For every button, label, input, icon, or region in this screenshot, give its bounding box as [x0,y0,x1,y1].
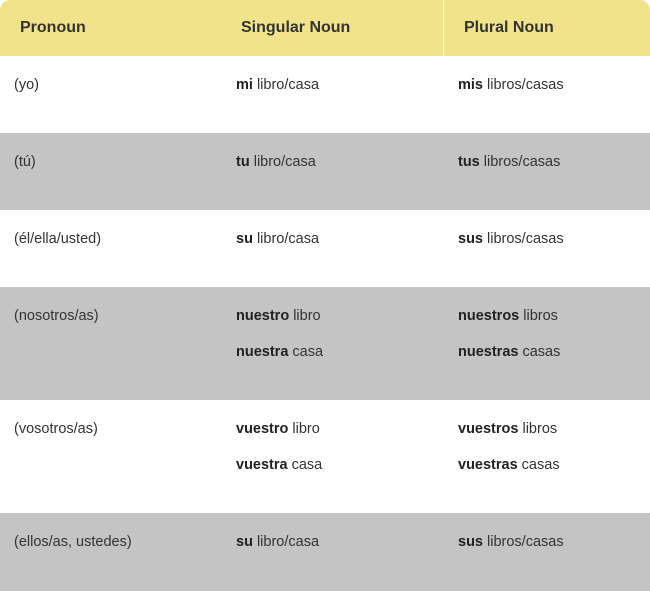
form-line [458,230,650,248]
possessive-form: vuestro [236,421,289,437]
cell-pronoun: (vosotros/as) [0,400,221,513]
table-row [0,513,650,591]
noun-text: libros/casas [483,534,564,550]
table-row [0,400,650,513]
possessive-form: su [236,534,253,550]
table-row [0,210,650,287]
table-row [0,56,650,133]
form-line [236,76,443,94]
noun-text: libros/casas [483,231,564,247]
possessive-form: mis [458,77,483,93]
noun-text: libro/casa [252,231,320,247]
noun-text: libros/casas [479,154,561,170]
possessive-form: nuestras [458,344,519,360]
noun-text: libro/casa [252,77,320,93]
cell-singular [221,513,443,591]
possessive-form: tus [458,154,480,170]
possessive-form: su [236,231,253,247]
possessive-form: vuestros [458,421,519,437]
form-line [458,76,650,94]
noun-text: casas [517,457,560,473]
form-line [236,153,443,171]
cell-singular [221,133,443,210]
noun-text: casa [288,344,324,360]
noun-text: casa [287,457,323,473]
cell-singular [221,56,443,133]
cell-pronoun: (nosotros/as) [0,287,221,400]
cell-singular [221,210,443,287]
noun-text: casas [518,344,561,360]
possessive-form: nuestra [236,344,289,360]
cell-pronoun: (tú) [0,133,221,210]
noun-text: libro/casa [249,154,316,170]
cell-plural [443,133,650,210]
header-row [0,0,650,56]
form-line [458,153,650,171]
header-plural-noun: Plural Noun [443,0,650,56]
possessive-form: tu [236,154,250,170]
form-line [458,533,650,551]
cell-singular [221,287,443,400]
noun-text: libros/casas [483,77,564,93]
noun-text: libros [519,308,558,324]
possessive-form: vuestras [458,457,518,473]
form-line [236,456,443,474]
form-line [236,307,443,325]
form-line [236,420,443,438]
noun-text: libro/casa [252,534,320,550]
form-line [458,307,650,325]
header-singular-noun: Singular Noun [221,0,443,56]
table-row [0,287,650,400]
cell-pronoun: (yo) [0,56,221,133]
form-line [458,343,650,361]
table-row [0,133,650,210]
header-pronoun: Pronoun [0,0,221,56]
possessive-form: vuestra [236,457,288,473]
possessive-form: mi [236,77,253,93]
cell-plural [443,56,650,133]
possessive-form: sus [458,231,483,247]
form-line [236,533,443,551]
cell-plural [443,513,650,591]
cell-plural [443,210,650,287]
noun-text: libro [288,421,320,437]
possessive-form: sus [458,534,483,550]
possessive-form: nuestros [458,308,520,324]
cell-pronoun: (él/ella/usted) [0,210,221,287]
table-header [0,0,650,56]
form-line [236,343,443,361]
form-line [236,230,443,248]
form-line [458,456,650,474]
noun-text: libros [518,421,558,437]
cell-plural [443,400,650,513]
cell-plural [443,287,650,400]
noun-text: libro [289,308,321,324]
cell-singular [221,400,443,513]
possessive-form: nuestro [236,308,290,324]
cell-pronoun: (ellos/as, ustedes) [0,513,221,591]
form-line [458,420,650,438]
table-body [0,56,650,591]
